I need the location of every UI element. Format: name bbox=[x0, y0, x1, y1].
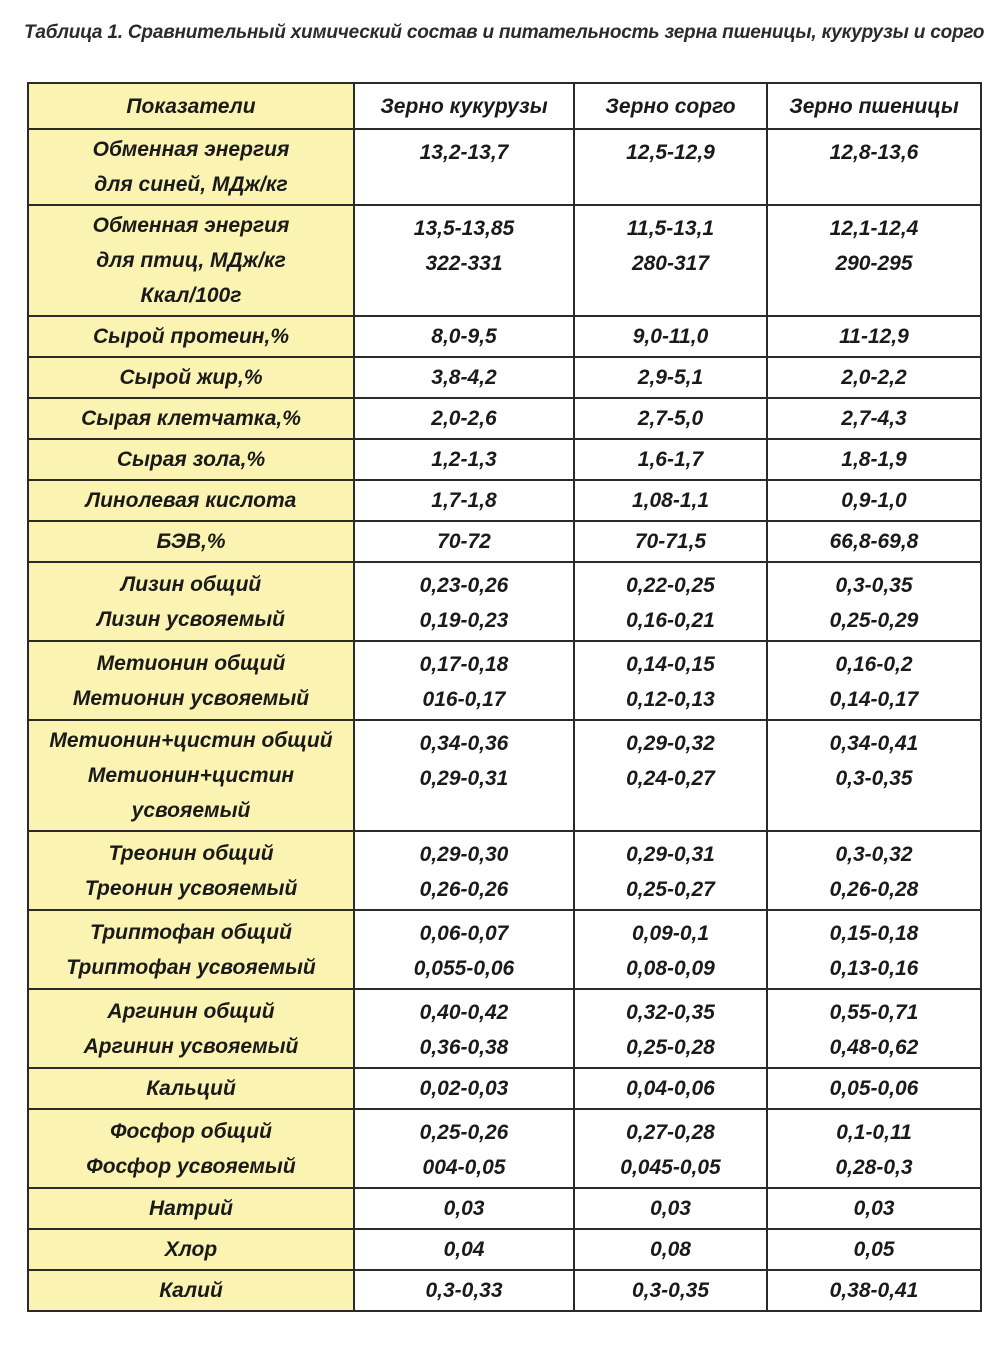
cell-corn: 0,25-0,26 004-0,05 bbox=[354, 1109, 574, 1188]
cell-sorghum: 11,5-13,1 280-317 bbox=[574, 205, 767, 316]
row-label: Треонин общий Треонин усвояемый bbox=[28, 831, 354, 910]
cell-corn: 0,29-0,30 0,26-0,26 bbox=[354, 831, 574, 910]
cell-corn: 0,04 bbox=[354, 1229, 574, 1270]
row-label: Сырая зола,% bbox=[28, 439, 354, 480]
cell-sorghum: 0,14-0,15 0,12-0,13 bbox=[574, 641, 767, 720]
row-label: Хлор bbox=[28, 1229, 354, 1270]
cell-wheat: 0,15-0,18 0,13-0,16 bbox=[767, 910, 981, 989]
row-label: Триптофан общий Триптофан усвояемый bbox=[28, 910, 354, 989]
row-label: Сырая клетчатка,% bbox=[28, 398, 354, 439]
table-row bbox=[28, 205, 981, 316]
row-label: Сырой протеин,% bbox=[28, 316, 354, 357]
table-row bbox=[28, 1068, 981, 1109]
table-row bbox=[28, 129, 981, 205]
cell-sorghum: 0,22-0,25 0,16-0,21 bbox=[574, 562, 767, 641]
table-body bbox=[28, 129, 981, 1311]
row-label: Фосфор общий Фосфор усвояемый bbox=[28, 1109, 354, 1188]
row-label: Линолевая кислота bbox=[28, 480, 354, 521]
header-corn: Зерно кукурузы bbox=[354, 83, 574, 129]
cell-sorghum: 70-71,5 bbox=[574, 521, 767, 562]
row-label: Метионин+цистин общий Метионин+цистин усвояемый bbox=[28, 720, 354, 831]
row-label: БЭВ,% bbox=[28, 521, 354, 562]
cell-wheat: 0,38-0,41 bbox=[767, 1270, 981, 1311]
cell-wheat: 2,7-4,3 bbox=[767, 398, 981, 439]
table-row bbox=[28, 1188, 981, 1229]
table-row bbox=[28, 562, 981, 641]
cell-sorghum: 0,08 bbox=[574, 1229, 767, 1270]
cell-wheat: 0,03 bbox=[767, 1188, 981, 1229]
row-label: Натрий bbox=[28, 1188, 354, 1229]
cell-wheat: 12,1-12,4 290-295 bbox=[767, 205, 981, 316]
cell-corn: 0,06-0,07 0,055-0,06 bbox=[354, 910, 574, 989]
cell-corn: 0,23-0,26 0,19-0,23 bbox=[354, 562, 574, 641]
table-row bbox=[28, 398, 981, 439]
cell-sorghum: 1,08-1,1 bbox=[574, 480, 767, 521]
cell-sorghum: 0,03 bbox=[574, 1188, 767, 1229]
cell-sorghum: 0,09-0,1 0,08-0,09 bbox=[574, 910, 767, 989]
cell-sorghum: 0,29-0,32 0,24-0,27 bbox=[574, 720, 767, 831]
cell-corn: 0,34-0,36 0,29-0,31 bbox=[354, 720, 574, 831]
cell-wheat: 0,16-0,2 0,14-0,17 bbox=[767, 641, 981, 720]
row-label: Калий bbox=[28, 1270, 354, 1311]
table-row bbox=[28, 910, 981, 989]
cell-wheat: 0,34-0,41 0,3-0,35 bbox=[767, 720, 981, 831]
cell-sorghum: 0,29-0,31 0,25-0,27 bbox=[574, 831, 767, 910]
cell-sorghum: 1,6-1,7 bbox=[574, 439, 767, 480]
row-label: Кальций bbox=[28, 1068, 354, 1109]
cell-wheat: 0,9-1,0 bbox=[767, 480, 981, 521]
table-row bbox=[28, 357, 981, 398]
table-row bbox=[28, 1229, 981, 1270]
cell-corn: 1,7-1,8 bbox=[354, 480, 574, 521]
cell-wheat: 0,05-0,06 bbox=[767, 1068, 981, 1109]
header-sorghum: Зерно сорго bbox=[574, 83, 767, 129]
cell-wheat: 12,8-13,6 bbox=[767, 129, 981, 205]
cell-wheat: 2,0-2,2 bbox=[767, 357, 981, 398]
cell-corn: 1,2-1,3 bbox=[354, 439, 574, 480]
table-row bbox=[28, 720, 981, 831]
cell-wheat: 66,8-69,8 bbox=[767, 521, 981, 562]
cell-corn: 13,5-13,85 322-331 bbox=[354, 205, 574, 316]
cell-corn: 0,40-0,42 0,36-0,38 bbox=[354, 989, 574, 1068]
cell-sorghum: 9,0-11,0 bbox=[574, 316, 767, 357]
table-row bbox=[28, 439, 981, 480]
table-row bbox=[28, 641, 981, 720]
cell-corn: 70-72 bbox=[354, 521, 574, 562]
header-indicators: Показатели bbox=[28, 83, 354, 129]
cell-wheat: 0,1-0,11 0,28-0,3 bbox=[767, 1109, 981, 1188]
cell-corn: 13,2-13,7 bbox=[354, 129, 574, 205]
table-row bbox=[28, 316, 981, 357]
table-row bbox=[28, 1109, 981, 1188]
cell-sorghum: 2,7-5,0 bbox=[574, 398, 767, 439]
cell-sorghum: 12,5-12,9 bbox=[574, 129, 767, 205]
table-row bbox=[28, 989, 981, 1068]
cell-corn: 0,17-0,18 016-0,17 bbox=[354, 641, 574, 720]
cell-corn: 0,03 bbox=[354, 1188, 574, 1229]
composition-table bbox=[27, 82, 982, 1312]
cell-corn: 8,0-9,5 bbox=[354, 316, 574, 357]
cell-wheat: 0,3-0,32 0,26-0,28 bbox=[767, 831, 981, 910]
cell-corn: 3,8-4,2 bbox=[354, 357, 574, 398]
cell-wheat: 0,55-0,71 0,48-0,62 bbox=[767, 989, 981, 1068]
row-label: Метионин общий Метионин усвояемый bbox=[28, 641, 354, 720]
cell-wheat: 1,8-1,9 bbox=[767, 439, 981, 480]
table-caption: Таблица 1. Сравнительный химический состав и питательность зерна пшеницы, кукурузы и сорго bbox=[24, 22, 985, 43]
cell-corn: 0,02-0,03 bbox=[354, 1068, 574, 1109]
row-label: Сырой жир,% bbox=[28, 357, 354, 398]
cell-sorghum: 0,3-0,35 bbox=[574, 1270, 767, 1311]
table-row bbox=[28, 1270, 981, 1311]
cell-corn: 2,0-2,6 bbox=[354, 398, 574, 439]
cell-wheat: 0,3-0,35 0,25-0,29 bbox=[767, 562, 981, 641]
cell-corn: 0,3-0,33 bbox=[354, 1270, 574, 1311]
row-label: Обменная энергия для синей, МДж/кг bbox=[28, 129, 354, 205]
cell-sorghum: 0,04-0,06 bbox=[574, 1068, 767, 1109]
header-wheat: Зерно пшеницы bbox=[767, 83, 981, 129]
cell-sorghum: 0,32-0,35 0,25-0,28 bbox=[574, 989, 767, 1068]
row-label: Аргинин общий Аргинин усвояемый bbox=[28, 989, 354, 1068]
cell-wheat: 11-12,9 bbox=[767, 316, 981, 357]
table-row bbox=[28, 831, 981, 910]
table-header-row bbox=[28, 83, 981, 129]
cell-sorghum: 0,27-0,28 0,045-0,05 bbox=[574, 1109, 767, 1188]
cell-wheat: 0,05 bbox=[767, 1229, 981, 1270]
row-label: Обменная энергия для птиц, МДж/кг Ккал/100г bbox=[28, 205, 354, 316]
table-row bbox=[28, 480, 981, 521]
row-label: Лизин общий Лизин усвояемый bbox=[28, 562, 354, 641]
table-row bbox=[28, 521, 981, 562]
cell-sorghum: 2,9-5,1 bbox=[574, 357, 767, 398]
